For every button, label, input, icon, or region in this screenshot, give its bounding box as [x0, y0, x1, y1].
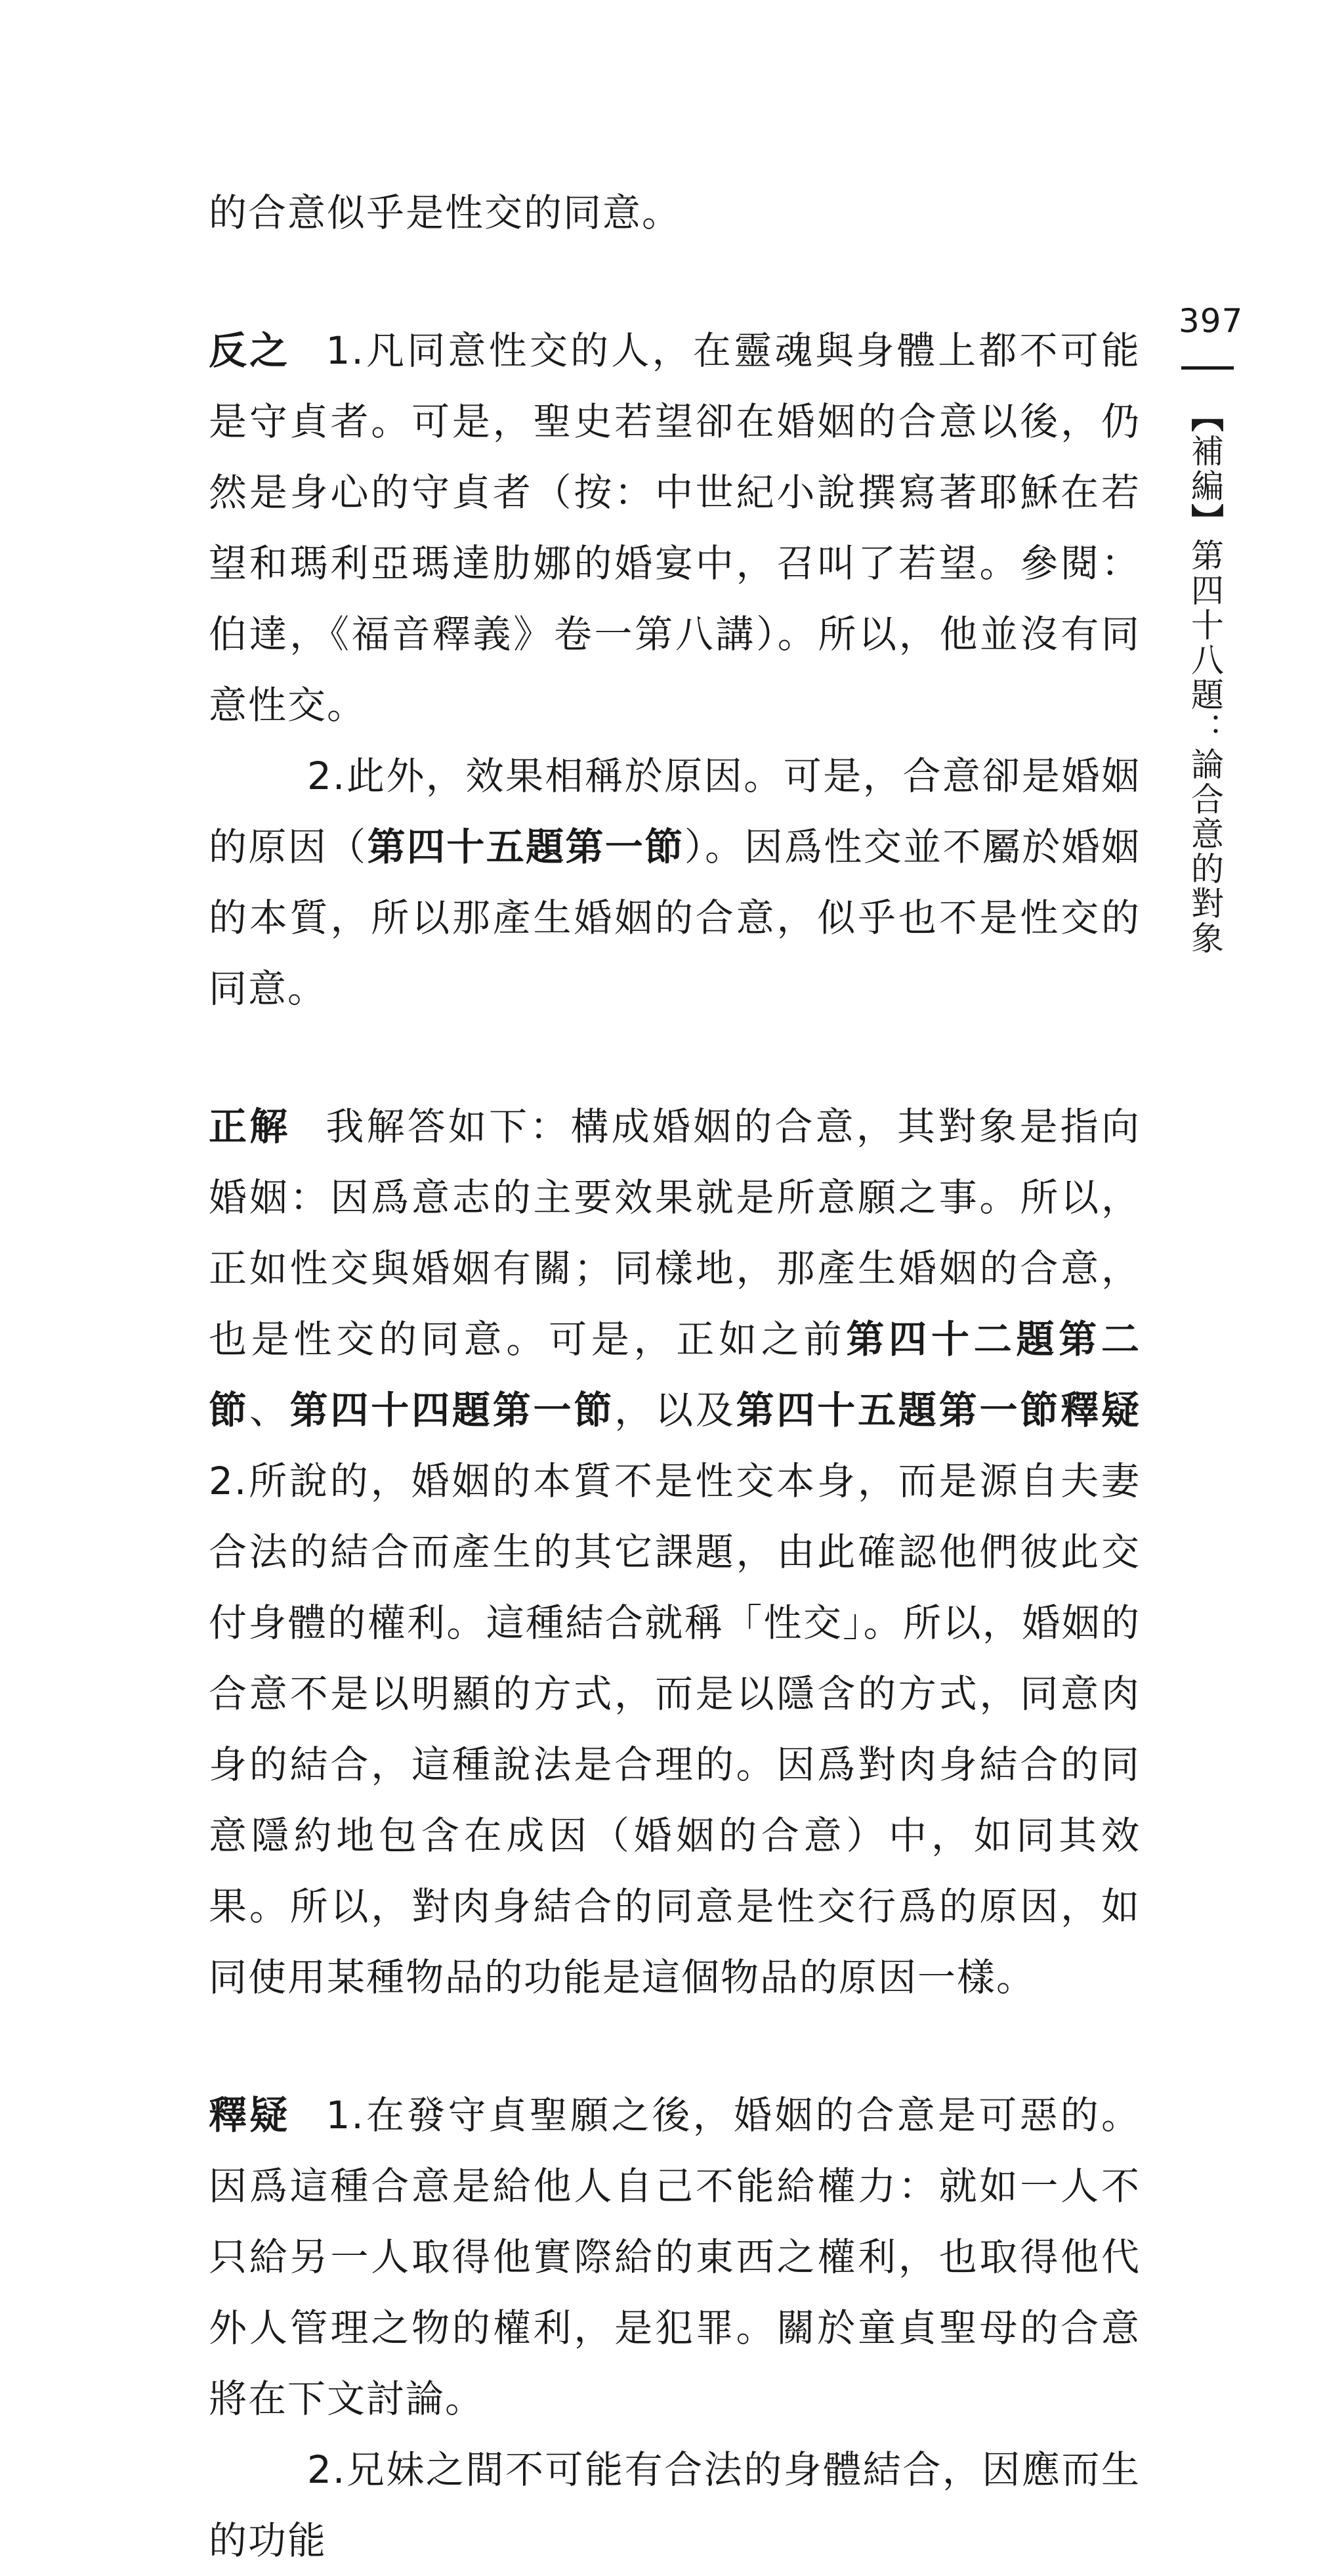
cross-reference: 第四十五題第一節 [367, 825, 684, 869]
paragraph-answer [209, 1091, 1141, 2013]
running-head-bracket: 】 [1186, 504, 1224, 538]
running-head [1185, 399, 1225, 956]
paragraph-text: 2.此外，效果相稱於原因。可是，合意卻是婚姻的原因（ [209, 754, 1141, 869]
paragraph-objection-1 [209, 315, 1141, 741]
cross-reference: 第四十五題第一節釋疑 [736, 1388, 1141, 1432]
running-head-title: 第四十八題：論合意的對象 [1186, 538, 1224, 956]
paragraph-reply-2 [209, 2434, 1141, 2576]
paragraph-continuation [209, 177, 1141, 248]
paragraph-text: 我解答如下：構成婚姻的合意，其對象是指向婚姻：因爲意志的主要效果就是所意願之事。所以，正如性交與婚姻有關；同樣地，那產生婚姻的合意，也是性交的同意。可是，正如之前 [209, 1104, 1141, 1362]
running-head-section: 補編 [1186, 434, 1224, 504]
paragraph-reply-1 [209, 2080, 1141, 2434]
separator: 、 [249, 1388, 290, 1432]
paragraph-text: 的合意似乎是性交的同意。 [209, 190, 682, 235]
main-text [209, 177, 1141, 2576]
cross-reference: 第四十四題第一節 [289, 1388, 615, 1432]
cross-reference: 第四十二題第二節 [209, 1317, 1141, 1432]
running-head-bracket: 【 [1186, 399, 1224, 434]
page-number: 397 [1179, 302, 1244, 340]
section-label-reply: 釋疑 [209, 2093, 291, 2137]
section-label-answer: 正解 [209, 1104, 291, 1149]
paragraph-text: 2.兄妹之間不可能有合法的身體結合，因應而生的功能 [209, 2447, 1141, 2563]
header-rule [1181, 366, 1234, 370]
separator: ，以及 [614, 1388, 736, 1432]
paragraph-objection-2 [209, 741, 1141, 1024]
paragraph-text: 1.凡同意性交的人，在靈魂與身體上都不可能是守貞者。可是，聖史若望卻在婚姻的合意以後，仍然是身心的守貞者（按：中世紀小說撰寫著耶穌在若望和瑪利亞瑪達肋娜的婚宴中，召叫了若望。參閱：伯達，《福音釋義》卷一第八講）。所以，他並沒有同意性交。 [209, 328, 1141, 727]
paragraph-text: 1.在發守貞聖願之後，婚姻的合意是可惡的。因爲這種合意是給他人自己不能給權力：就如一人不只給另一人取得他實際給的東西之權利，也取得他代外人管理之物的權利，是犯罪。關於童貞聖母的合意將在下文討論。 [209, 2093, 1141, 2421]
section-label-objection: 反之 [209, 328, 291, 373]
paragraph-text: ）。因爲性交並不屬於婚姻的本質，所以那產生婚姻的合意，似乎也不是性交的同意。 [209, 825, 1141, 1011]
paragraph-text: 2.所說的，婚姻的本質不是性交本身，而是源自夫妻合法的結合而產生的其它課題，由此確認他們彼此交付身體的權利。這種結合就稱「性交」。所以，婚姻的合意不是以明顯的方式，而是以隱含的方式，同意肉身的結合，這種說法是合理的。因爲對肉身結合的同意隱約地包含在成因（婚姻的合意）中，如同其效果。所以，對肉身結合的同意是性交行爲的原因，如同使用某種物品的功能是這個物品的原因一樣。 [209, 1459, 1141, 2000]
